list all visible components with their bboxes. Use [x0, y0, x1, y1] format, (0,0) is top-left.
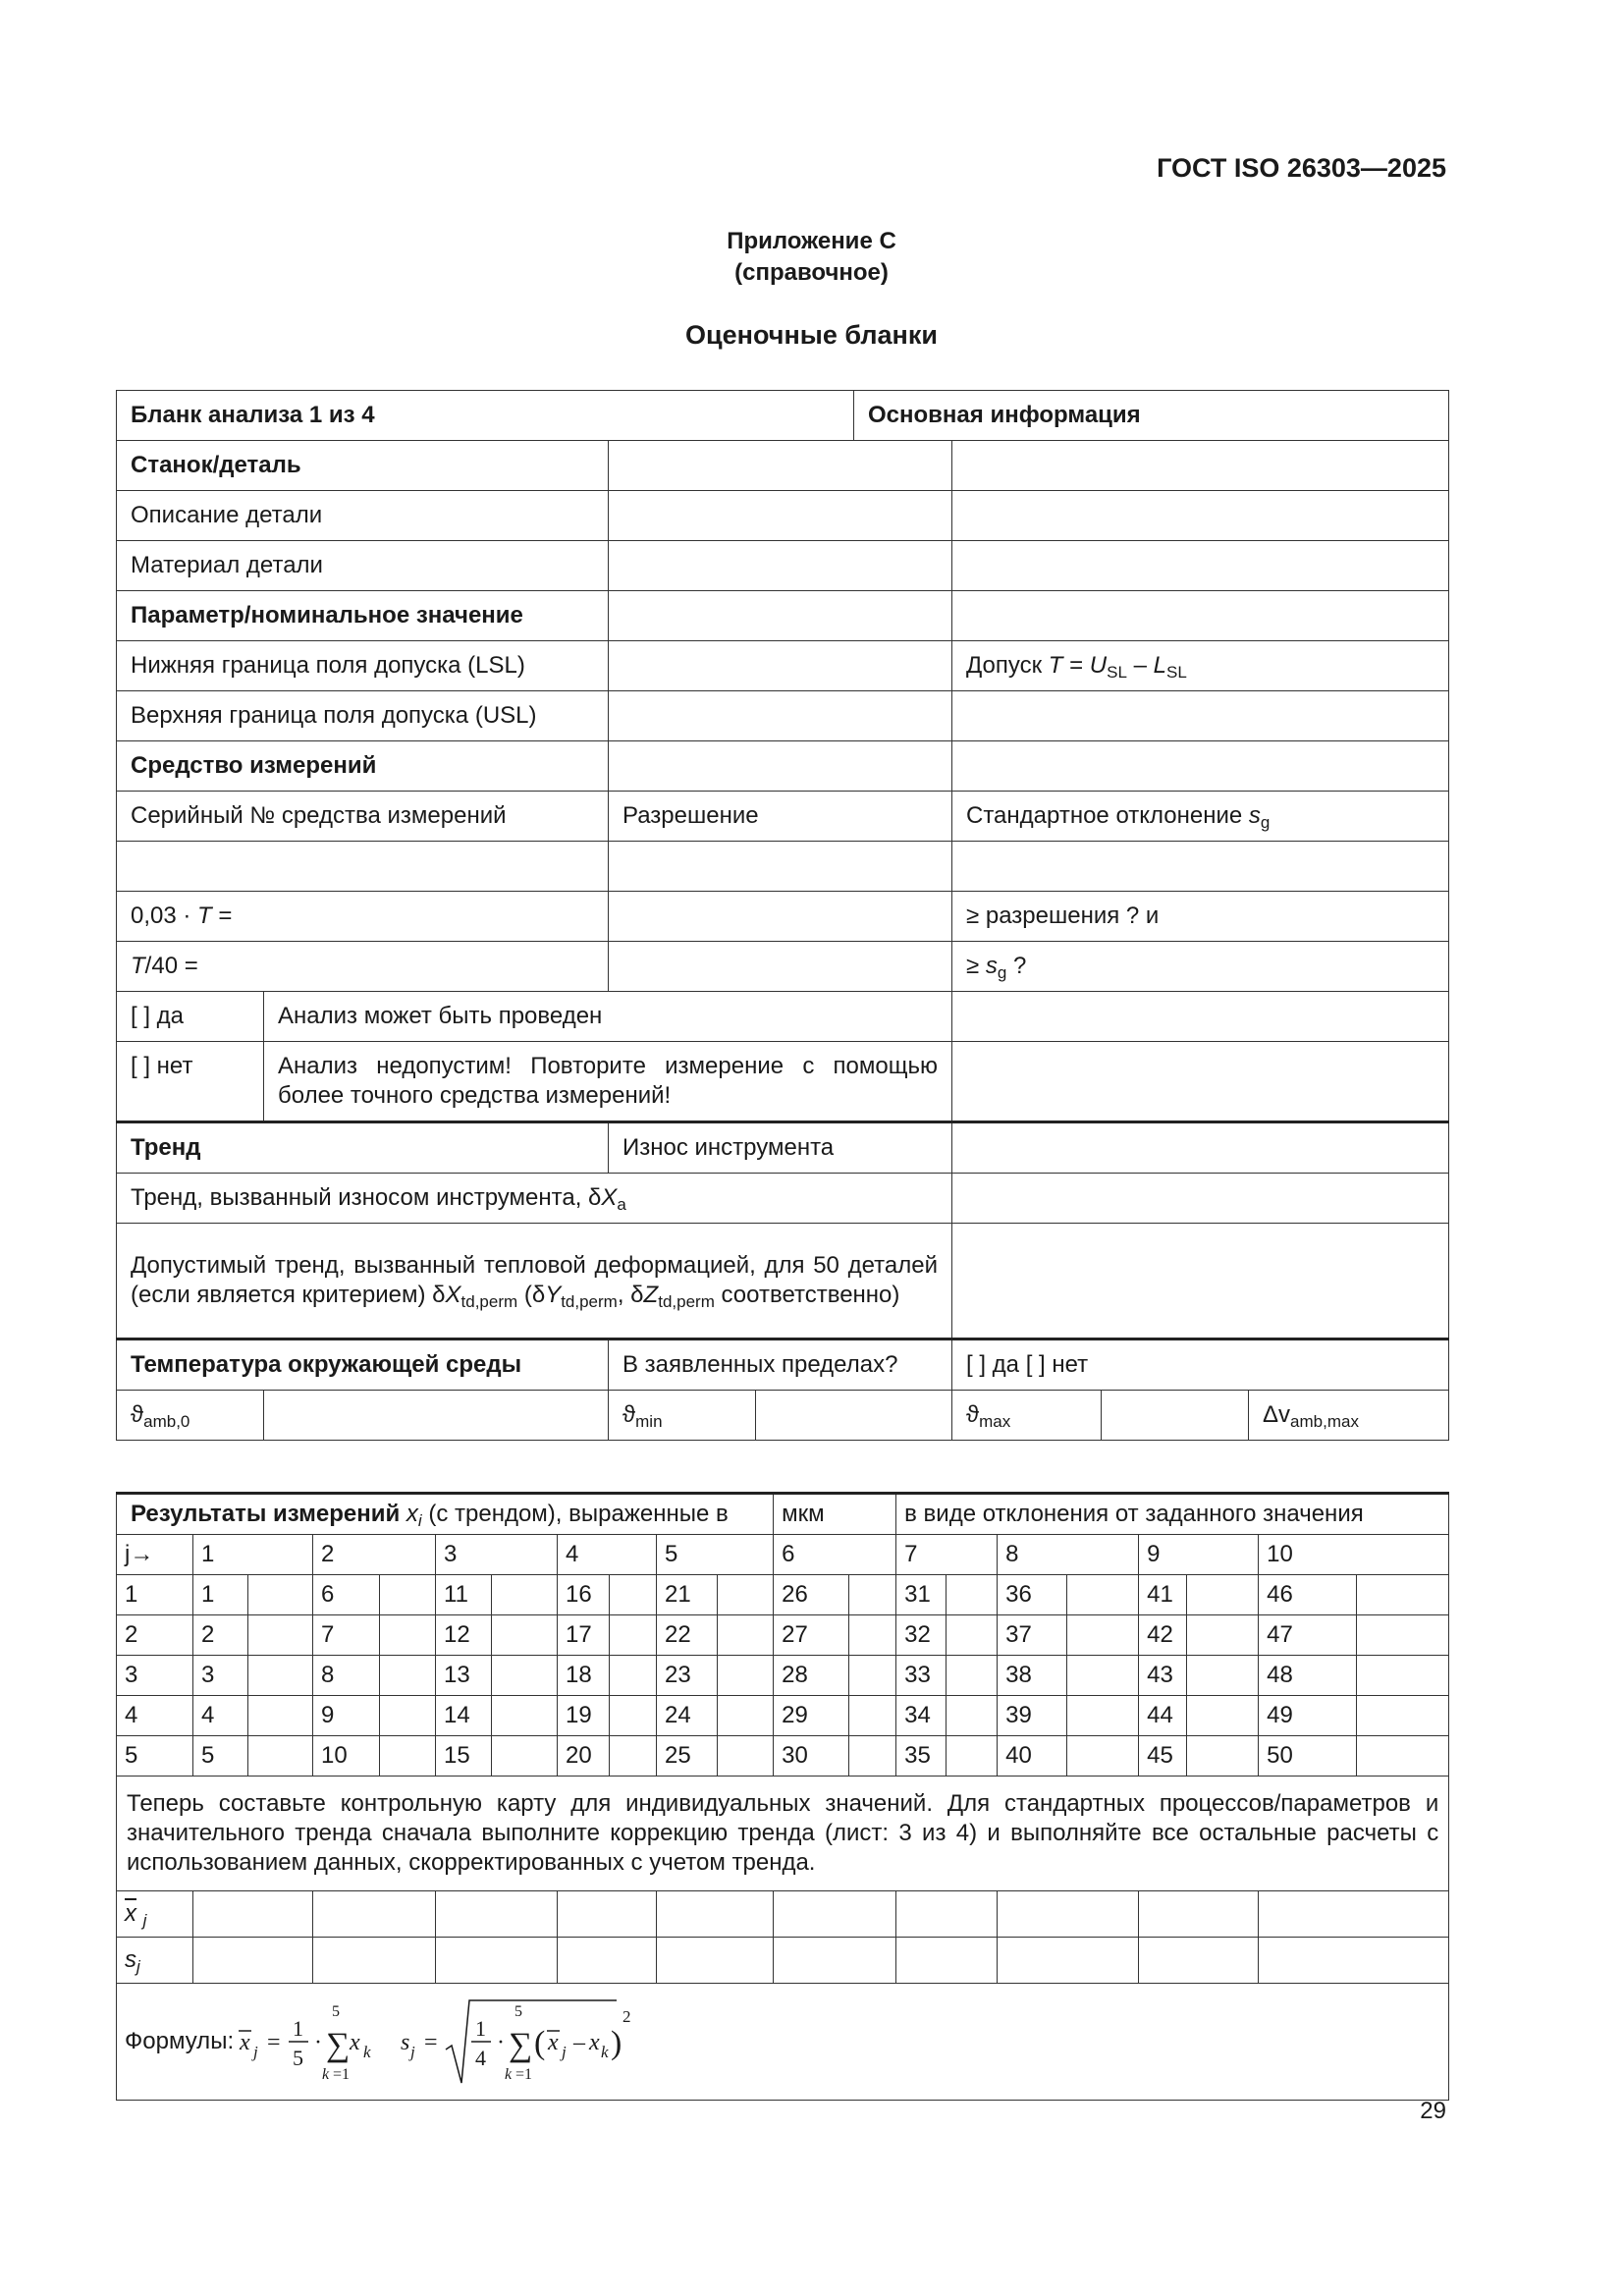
cell-input[interactable] — [492, 1615, 558, 1656]
cell-label: 45 — [1139, 1736, 1187, 1777]
xbar-field-8[interactable] — [998, 1891, 1139, 1938]
cell-input[interactable] — [492, 1656, 558, 1696]
measuring-instrument-label: Средство измерений — [117, 741, 609, 792]
no-field[interactable] — [952, 1042, 1449, 1122]
col-header-2: 2 — [313, 1535, 436, 1575]
svg-text:x: x — [350, 2030, 360, 2055]
cell-input[interactable] — [947, 1696, 998, 1736]
unit-label: мкм — [774, 1494, 896, 1535]
cell-label: 18 — [558, 1656, 610, 1696]
cell-label: 19 — [558, 1696, 610, 1736]
cell-input[interactable] — [1067, 1736, 1139, 1777]
svg-text:·: · — [497, 2030, 506, 2055]
cell-input[interactable] — [380, 1615, 436, 1656]
cell-input[interactable] — [947, 1615, 998, 1656]
cell-label: 41 — [1139, 1575, 1187, 1615]
cell-label: 6 — [313, 1575, 380, 1615]
cell-label: 8 — [313, 1656, 380, 1696]
cell-input[interactable] — [1187, 1575, 1259, 1615]
serial-no-label: Серийный № средства измерений — [117, 792, 609, 842]
usl-label: Верхняя граница поля допуска (USL) — [117, 691, 609, 741]
xbar-field-2[interactable] — [313, 1891, 436, 1938]
cell-input[interactable] — [610, 1575, 657, 1615]
resolution-label: Разрешение — [609, 792, 952, 842]
sj-field-5[interactable] — [657, 1938, 774, 1984]
svg-text:k: k — [505, 2066, 513, 2083]
table-row — [117, 1575, 1449, 1615]
t40-label: T/40 = — [117, 942, 609, 992]
tool-wear-label: Износ инструмента — [609, 1122, 952, 1174]
svg-text:x: x — [548, 2030, 559, 2055]
parameter-nominal-label: Параметр/номинальное значение — [117, 591, 609, 641]
part-description-field-2[interactable] — [952, 491, 1449, 541]
svg-text:1: 1 — [475, 2016, 487, 2041]
svg-text:∑: ∑ — [509, 2027, 533, 2063]
sj-field-4[interactable] — [558, 1938, 657, 1984]
svg-text:·: · — [314, 2030, 323, 2055]
col-header-1: 1 — [193, 1535, 313, 1575]
formula-graphic — [234, 1993, 784, 2091]
theta-max-label: $ϑ_{max}$ — [952, 1391, 1102, 1441]
cell-label: 23 — [657, 1656, 718, 1696]
j-header: j→ — [117, 1535, 193, 1575]
cell-input[interactable] — [1067, 1575, 1139, 1615]
cell-input[interactable] — [718, 1696, 774, 1736]
cell-input[interactable] — [718, 1575, 774, 1615]
part-material-field-2[interactable] — [952, 541, 1449, 591]
parameter-nominal-field-2[interactable] — [952, 591, 1449, 641]
sj-field-8[interactable] — [998, 1938, 1139, 1984]
xbar-field-5[interactable] — [657, 1891, 774, 1938]
cell-label: 13 — [436, 1656, 492, 1696]
xbar-field-10[interactable] — [1259, 1891, 1449, 1938]
trend-label: Тренд — [117, 1122, 609, 1174]
table-row — [117, 1656, 1449, 1696]
cell-input[interactable] — [1357, 1575, 1449, 1615]
cell-input[interactable] — [849, 1736, 896, 1777]
t40-field[interactable] — [609, 942, 952, 992]
sj-field-9[interactable] — [1139, 1938, 1259, 1984]
cell-input[interactable] — [248, 1736, 313, 1777]
svg-text:s: s — [401, 2030, 410, 2055]
cell-label: 32 — [896, 1615, 947, 1656]
cell-label: 7 — [313, 1615, 380, 1656]
cell-label: 15 — [436, 1736, 492, 1777]
cell-label: 50 — [1259, 1736, 1357, 1777]
cell-input[interactable] — [380, 1736, 436, 1777]
col-header-6: 6 — [774, 1535, 896, 1575]
cell-label: 31 — [896, 1575, 947, 1615]
cell-input[interactable] — [1067, 1696, 1139, 1736]
sj-field-7[interactable] — [896, 1938, 998, 1984]
svg-text:∑: ∑ — [326, 2027, 351, 2063]
svg-text:x: x — [589, 2030, 600, 2055]
machine-part-field-2[interactable] — [952, 441, 1449, 491]
col-header-7: 7 — [896, 1535, 998, 1575]
usl-field[interactable] — [609, 691, 952, 741]
cell-label: 3 — [193, 1656, 248, 1696]
cell-input[interactable] — [1187, 1736, 1259, 1777]
cell-label: 16 — [558, 1575, 610, 1615]
cell-label: 26 — [774, 1575, 849, 1615]
cell-label: 40 — [998, 1736, 1067, 1777]
basic-info-table — [116, 390, 1449, 1441]
cell-input[interactable] — [1067, 1656, 1139, 1696]
cell-input[interactable] — [947, 1736, 998, 1777]
trend-wear-field[interactable] — [952, 1174, 1449, 1224]
xbar-field-1[interactable] — [193, 1891, 313, 1938]
machine-part-label: Станок/деталь — [117, 441, 609, 491]
svg-text:j: j — [562, 2043, 567, 2061]
cell-label: 21 — [657, 1575, 718, 1615]
yes-checkbox[interactable]: [ ] да — [117, 992, 264, 1042]
resolution-field[interactable] — [609, 842, 952, 892]
xbar-field-9[interactable] — [1139, 1891, 1259, 1938]
col-header-3: 3 — [436, 1535, 558, 1575]
sj-label: $s_j$ — [117, 1938, 193, 1984]
annex-title: Приложение С — [727, 228, 896, 254]
svg-text:4: 4 — [475, 2046, 487, 2070]
deviation-label: в виде отклонения от заданного значения — [896, 1494, 1449, 1535]
xbar-field-4[interactable] — [558, 1891, 657, 1938]
cell-label: 12 — [436, 1615, 492, 1656]
cell-input[interactable] — [492, 1575, 558, 1615]
cell-input[interactable] — [248, 1575, 313, 1615]
svg-text:1: 1 — [293, 2016, 304, 2041]
yes-text: Анализ может быть проведен — [264, 992, 952, 1042]
no-text: Анализ недопустим! Повторите измерение с помощью более точного средства измерений! — [264, 1042, 952, 1122]
cell-input[interactable] — [380, 1696, 436, 1736]
cell-input[interactable] — [380, 1575, 436, 1615]
sg-check: ≥ $s_g$ ? — [952, 942, 1449, 992]
cell-input[interactable] — [492, 1696, 558, 1736]
cell-label: 37 — [998, 1615, 1067, 1656]
std-deviation-label: Стандартное отклонение $s_g$ — [952, 792, 1449, 842]
cell-input[interactable] — [1357, 1656, 1449, 1696]
cell-label: 5 — [193, 1736, 248, 1777]
cell-input[interactable] — [610, 1615, 657, 1656]
cell-label: 49 — [1259, 1696, 1357, 1736]
cell-label: 11 — [436, 1575, 492, 1615]
measuring-instrument-field-2[interactable] — [952, 741, 1449, 792]
cell-label: 20 — [558, 1736, 610, 1777]
svg-text:j: j — [410, 2043, 415, 2061]
sheet-label: Бланк анализа 1 из 4 — [117, 391, 854, 441]
theta-amb0-field[interactable] — [264, 1391, 609, 1441]
svg-text:k: k — [601, 2043, 609, 2061]
cell-input[interactable] — [610, 1656, 657, 1696]
cell-label: 24 — [657, 1696, 718, 1736]
sj-field-3[interactable] — [436, 1938, 558, 1984]
sj-field-1[interactable] — [193, 1938, 313, 1984]
svg-text:–: – — [573, 2030, 586, 2055]
page-title: Оценочные бланки — [685, 320, 938, 350]
cell-input[interactable] — [718, 1656, 774, 1696]
section-label: Основная информация — [854, 391, 1449, 441]
svg-text:): ) — [611, 2025, 622, 2061]
resolution-check: ≥ разрешения ? и — [952, 892, 1449, 942]
t003-field[interactable] — [609, 892, 952, 942]
cell-input[interactable] — [248, 1656, 313, 1696]
cell-label: 22 — [657, 1615, 718, 1656]
row-k: 4 — [117, 1696, 193, 1736]
annex-type: (справочное) — [734, 259, 889, 286]
cell-label: 42 — [1139, 1615, 1187, 1656]
cell-label: 39 — [998, 1696, 1067, 1736]
ambient-temp-label: Температура окружающей среды — [117, 1339, 609, 1391]
svg-text:=1: =1 — [515, 2066, 533, 2083]
row-k: 5 — [117, 1736, 193, 1777]
col-header-10: 10 — [1259, 1535, 1449, 1575]
col-header-8: 8 — [998, 1535, 1139, 1575]
col-header-9: 9 — [1139, 1535, 1259, 1575]
svg-text:(: ( — [534, 2025, 546, 2061]
cell-input[interactable] — [849, 1575, 896, 1615]
std-deviation-field[interactable] — [952, 842, 1449, 892]
part-description-field[interactable] — [609, 491, 952, 541]
cell-label: 34 — [896, 1696, 947, 1736]
table-row — [117, 1615, 1449, 1656]
cell-input[interactable] — [610, 1696, 657, 1736]
cell-label: 46 — [1259, 1575, 1357, 1615]
cell-input[interactable] — [947, 1656, 998, 1696]
row-k: 1 — [117, 1575, 193, 1615]
cell-label: 30 — [774, 1736, 849, 1777]
cell-input[interactable] — [1187, 1656, 1259, 1696]
xbar-field-7[interactable] — [896, 1891, 998, 1938]
cell-label: 44 — [1139, 1696, 1187, 1736]
theta-min-label: $ϑ_{min}$ — [609, 1391, 756, 1441]
within-limits-checkbox[interactable]: [ ] да [ ] нет — [952, 1339, 1449, 1391]
cell-input[interactable] — [1357, 1736, 1449, 1777]
cell-label: 4 — [193, 1696, 248, 1736]
formulas-row — [117, 1984, 1449, 2101]
cell-input[interactable] — [1357, 1615, 1449, 1656]
perm-trend-label: Допустимый тренд, вызванный тепловой деформацией, для 50 деталей (если является критерием) $\delta X_{td,perm}$ ($\delta Y_{td,perm}$, $\delta Z_{td,perm}$ соответственно) — [117, 1224, 952, 1339]
cell-input[interactable] — [248, 1615, 313, 1656]
cell-label: 10 — [313, 1736, 380, 1777]
page-number: 29 — [1420, 2098, 1446, 2124]
svg-text:5: 5 — [332, 2003, 341, 2020]
cell-input[interactable] — [718, 1615, 774, 1656]
standard-designation: ГОСТ ISO 26303—2025 — [1157, 153, 1446, 183]
tolerance-label: Допуск $T = U_{SL} - L_{SL}$ — [952, 641, 1449, 691]
cell-input[interactable] — [1187, 1615, 1259, 1656]
cell-label: 1 — [193, 1575, 248, 1615]
measuring-instrument-field[interactable] — [609, 741, 952, 792]
sj-field-2[interactable] — [313, 1938, 436, 1984]
cell-label: 9 — [313, 1696, 380, 1736]
cell-input[interactable] — [849, 1615, 896, 1656]
xbar-label: $\overline{x}$ $_j$ — [117, 1891, 193, 1938]
cell-input[interactable] — [1357, 1696, 1449, 1736]
cell-label: 27 — [774, 1615, 849, 1656]
cell-input[interactable] — [1067, 1615, 1139, 1656]
cell-label: 17 — [558, 1615, 610, 1656]
instruction-text: Теперь составьте контрольную карту для индивидуальных значений. Для стандартных процессов/параметров и значительного тренда сначала выполните коррекцию тренда (лист: 3 из 4) и выполняйте все остальные расчеты с использованием данных, скорректированных с учетом тренда. — [117, 1777, 1449, 1891]
svg-text:2: 2 — [622, 2007, 631, 2026]
cell-label: 14 — [436, 1696, 492, 1736]
svg-text:k: k — [322, 2066, 330, 2083]
svg-text:=: = — [267, 2030, 281, 2055]
cell-input[interactable] — [1187, 1696, 1259, 1736]
svg-text:k: k — [363, 2043, 371, 2061]
lsl-field[interactable] — [609, 641, 952, 691]
theta-max-field[interactable] — [1102, 1391, 1249, 1441]
col-header-4: 4 — [558, 1535, 657, 1575]
annex-heading — [0, 226, 1623, 289]
cell-label: 25 — [657, 1736, 718, 1777]
col-header-5: 5 — [657, 1535, 774, 1575]
tolerance-field[interactable] — [952, 691, 1449, 741]
lsl-label: Нижняя граница поля допуска (LSL) — [117, 641, 609, 691]
theta-min-field[interactable] — [756, 1391, 952, 1441]
measurement-results-table — [116, 1492, 1449, 2101]
cell-label: 2 — [193, 1615, 248, 1656]
tool-wear-field[interactable] — [952, 1122, 1449, 1174]
sj-field-6[interactable] — [774, 1938, 896, 1984]
cell-label: 28 — [774, 1656, 849, 1696]
svg-text:5: 5 — [514, 2003, 523, 2020]
cell-label: 33 — [896, 1656, 947, 1696]
part-material-field[interactable] — [609, 541, 952, 591]
svg-text:5: 5 — [293, 2046, 304, 2070]
row-k: 3 — [117, 1656, 193, 1696]
cell-input[interactable] — [492, 1736, 558, 1777]
cell-label: 29 — [774, 1696, 849, 1736]
cell-label: 36 — [998, 1575, 1067, 1615]
svg-text:j: j — [253, 2043, 258, 2061]
formulas-label: Формулы: — [125, 2028, 235, 2054]
perm-trend-field[interactable] — [952, 1224, 1449, 1339]
cell-label: 35 — [896, 1736, 947, 1777]
part-description-label: Описание детали — [117, 491, 609, 541]
xbar-field-3[interactable] — [436, 1891, 558, 1938]
no-checkbox[interactable]: [ ] нет — [117, 1042, 264, 1122]
trend-wear-label: Тренд, вызванный износом инструмента, $\delta X_a$ — [117, 1174, 952, 1224]
table-row — [117, 1736, 1449, 1777]
theta-amb0-label: $ϑ_{amb,0}$ — [117, 1391, 264, 1441]
cell-input[interactable] — [718, 1736, 774, 1777]
cell-label: 38 — [998, 1656, 1067, 1696]
xbar-field-6[interactable] — [774, 1891, 896, 1938]
parameter-nominal-field[interactable] — [609, 591, 952, 641]
cell-input[interactable] — [248, 1696, 313, 1736]
machine-part-field[interactable] — [609, 441, 952, 491]
delta-v-label: $\Delta v_{amb,max}$ — [1249, 1391, 1449, 1441]
cell-input[interactable] — [849, 1656, 896, 1696]
results-label: Результаты измерений $x_i$ (с трендом), выраженные в — [117, 1494, 774, 1535]
cell-input[interactable] — [610, 1736, 657, 1777]
part-material-label: Материал детали — [117, 541, 609, 591]
cell-label: 47 — [1259, 1615, 1357, 1656]
table-row — [117, 1696, 1449, 1736]
cell-input[interactable] — [380, 1656, 436, 1696]
sj-field-10[interactable] — [1259, 1938, 1449, 1984]
svg-text:=1: =1 — [333, 2066, 351, 2083]
cell-label: 43 — [1139, 1656, 1187, 1696]
serial-no-field[interactable] — [117, 842, 609, 892]
within-limits-label: В заявленных пределах? — [609, 1339, 952, 1391]
yes-field[interactable] — [952, 992, 1449, 1042]
cell-label: 48 — [1259, 1656, 1357, 1696]
svg-text:x: x — [240, 2030, 250, 2055]
cell-input[interactable] — [947, 1575, 998, 1615]
row-k: 2 — [117, 1615, 193, 1656]
svg-text:=: = — [424, 2030, 438, 2055]
t003-label: 0,03 · T = — [117, 892, 609, 942]
cell-input[interactable] — [849, 1696, 896, 1736]
